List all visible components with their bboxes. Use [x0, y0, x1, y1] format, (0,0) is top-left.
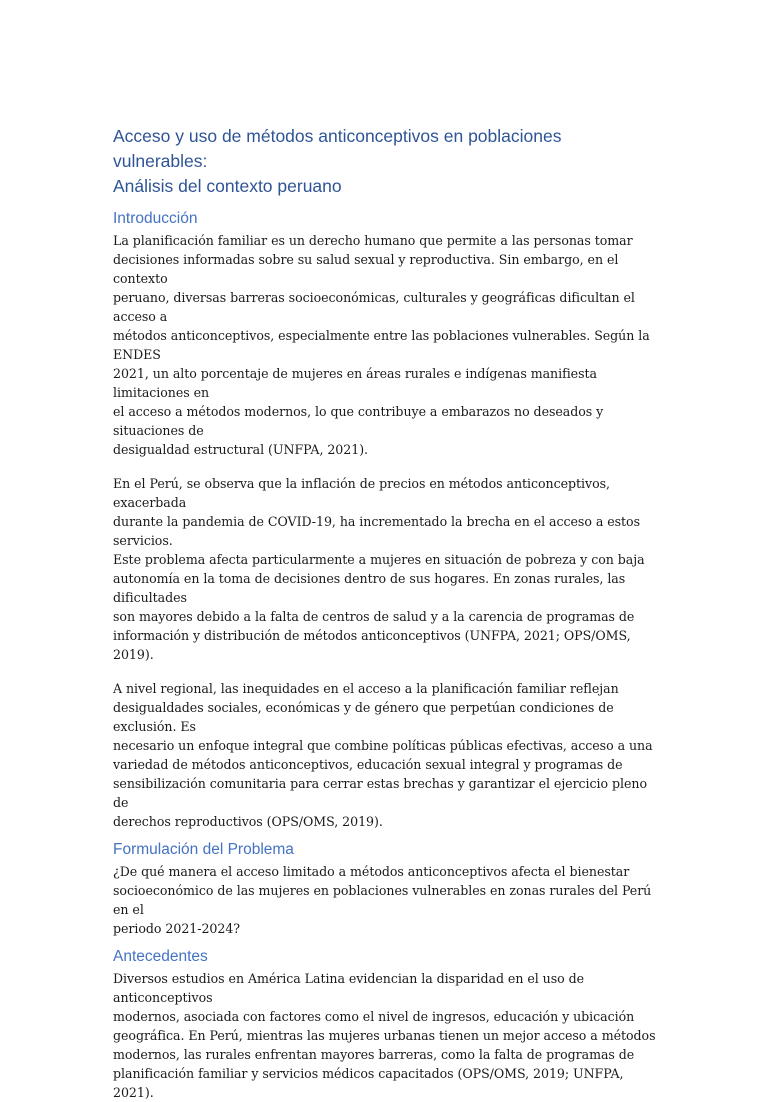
heading-introduccion: Introducción: [113, 210, 198, 227]
document-title: Acceso y uso de métodos anticonceptivos en poblaciones vulnerables: Análisis del contexto peruano: [113, 126, 562, 196]
heading-formulacion: Formulación del Problema: [113, 841, 294, 858]
document-content: [113, 124, 658, 1102]
paragraph-introduccion-3: A nivel regional, las inequidades en el acceso a la planificación familiar reflejan desigualdades sociales, económicas y de género que perpetúan condiciones de exclusión. Es necesario un enfoque integral que combine políticas públicas efectivas, acceso a una variedad de métodos anticonceptivos, educación sexual integral y programas de sensibilización comunitaria para cerrar estas brechas y garantizar el ejercicio pleno de derechos reproductivos (OPS/OMS, 2019).: [113, 681, 653, 829]
paragraph-introduccion-1: La planificación familiar es un derecho humano que permite a las personas tomar decisiones informadas sobre su salud sexual y reproductiva. Sin embargo, en el contexto peruano, diversas barreras socioeconómicas, culturales y geográficas dificultan el acceso a métodos anticonceptivos, especialmente entre las poblaciones vulnerables. Según la ENDES 2021, un alto porcentaje de mujeres en áreas rurales e indígenas manifiesta limitaciones en el acceso a métodos modernos, lo que contribuye a embarazos no deseados y situaciones de desigualdad estructural (UNFPA, 2021).: [113, 233, 650, 457]
paragraph-formulacion-1: ¿De qué manera el acceso limitado a métodos anticonceptivos afecta el bienestar socioeconómico de las mujeres en poblaciones vulnerables en zonas rurales del Perú en el periodo 2021-2024?: [113, 864, 652, 936]
paragraph-introduccion-2: En el Perú, se observa que la inflación de precios en métodos anticonceptivos, exacerbada durante la pandemia de COVID-19, ha incrementado la brecha en el acceso a estos servicios. Este problema afecta particularmente a mujeres en situación de pobreza y con baja autonomía en la toma de decisiones dentro de sus hogares. En zonas rurales, las dificultades son mayores debido a la falta de centros de salud y a la carencia de programas de información y distribución de métodos anticonceptivos (UNFPA, 2021; OPS/OMS, 2019).: [113, 476, 645, 662]
paragraph-antecedentes-1: Diversos estudios en América Latina evidencian la disparidad en el uso de anticonceptivos modernos, asociada con factores como el nivel de ingresos, educación y ubicación geográfica. En Perú, mientras las mujeres urbanas tienen un mejor acceso a métodos modernos, las rurales enfrentan mayores barreras, como la falta de programas de planificación familiar y servicios médicos capacitados (OPS/OMS, 2019; UNFPA, 2021).: [113, 971, 656, 1100]
heading-antecedentes: Antecedentes: [113, 948, 208, 965]
